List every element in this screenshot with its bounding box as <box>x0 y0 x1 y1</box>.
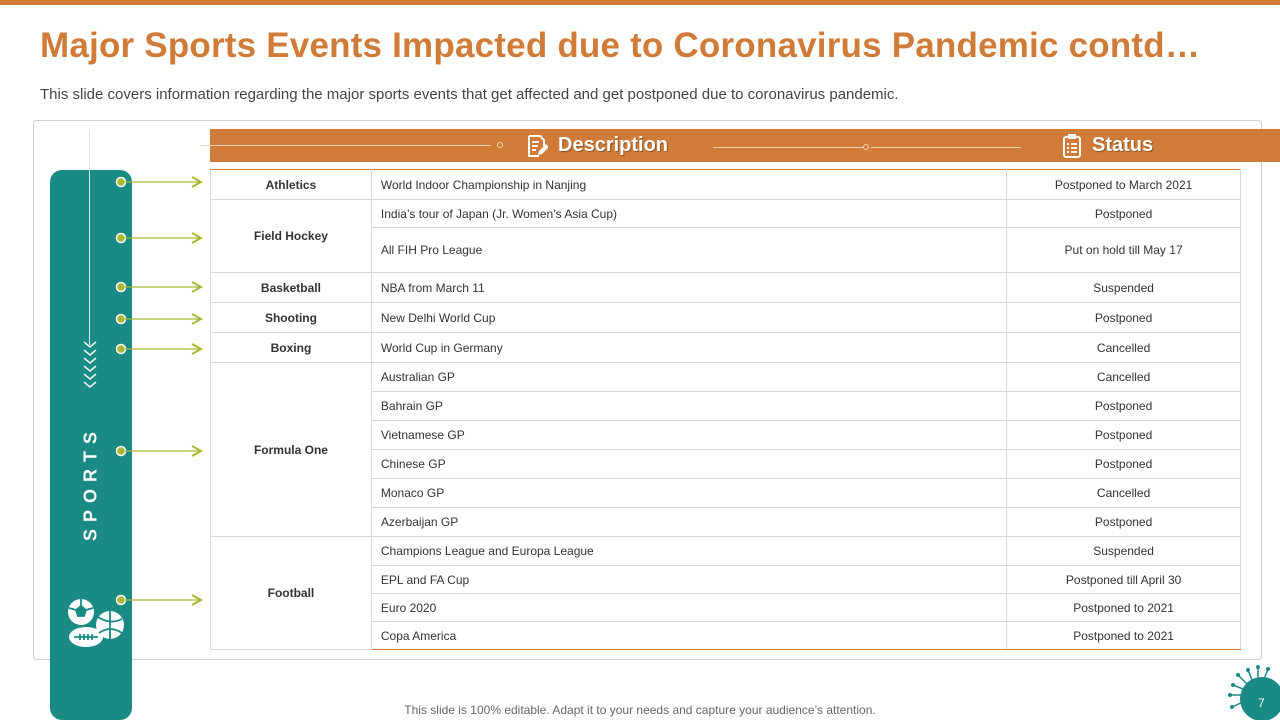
table-header-band <box>210 129 1280 162</box>
arrow-athletics <box>115 175 207 189</box>
header-dot-left <box>497 142 503 148</box>
arrow-field-hockey <box>115 231 207 245</box>
arrow-shooting <box>115 312 207 326</box>
footer-note: This slide is 100% editable. Adapt it to your needs and capture your audience’s attention. <box>404 703 876 717</box>
header-dot-mid <box>863 144 869 150</box>
status-cell: Postponed till April 30 <box>1007 566 1241 594</box>
arrow-basketball <box>115 280 207 294</box>
events-table <box>210 169 1241 650</box>
page-number: 7 <box>1258 696 1265 710</box>
sports-side-label: SPORTS <box>80 424 101 542</box>
status-cell: Postponed to 2021 <box>1007 594 1241 622</box>
table-row <box>211 170 1241 200</box>
description-cell: Vietnamese GP <box>371 421 1006 450</box>
status-cell: Postponed to March 2021 <box>1007 170 1241 200</box>
description-cell: Euro 2020 <box>371 594 1006 622</box>
description-cell: Copa America <box>371 622 1006 650</box>
header-line-left <box>201 145 491 146</box>
table-row <box>211 333 1241 363</box>
edit-document-icon <box>526 134 548 158</box>
status-cell: Postponed <box>1007 421 1241 450</box>
table-row <box>211 200 1241 228</box>
status-cell: Postponed <box>1007 200 1241 228</box>
table-row <box>211 273 1241 303</box>
arrow-boxing <box>115 342 207 356</box>
description-cell: Australian GP <box>371 363 1006 392</box>
sport-cell: Athletics <box>211 170 372 200</box>
description-cell: World Indoor Championship in Nanjing <box>371 170 1006 200</box>
table-row <box>211 303 1241 333</box>
virus-corner-icon <box>1228 665 1280 720</box>
status-cell: Suspended <box>1007 273 1241 303</box>
page-title: Major Sports Events Impacted due to Coronavirus Pandemic contd… <box>40 26 1201 65</box>
status-cell: Postponed <box>1007 303 1241 333</box>
clipboard-list-icon <box>1062 133 1082 159</box>
arrow-football <box>115 593 207 607</box>
status-cell: Suspended <box>1007 537 1241 566</box>
sport-cell: Field Hockey <box>211 200 372 273</box>
status-cell: Cancelled <box>1007 363 1241 392</box>
description-cell: Azerbaijan GP <box>371 508 1006 537</box>
panel-divider-line <box>89 130 90 345</box>
description-cell: All FIH Pro League <box>371 228 1006 273</box>
sport-cell: Boxing <box>211 333 372 363</box>
status-header <box>1062 129 1153 162</box>
status-cell: Postponed <box>1007 450 1241 479</box>
description-cell: New Delhi World Cup <box>371 303 1006 333</box>
sport-cell: Football <box>211 537 372 650</box>
status-cell: Postponed to 2021 <box>1007 622 1241 650</box>
header-line-right <box>871 147 1021 148</box>
description-header <box>526 129 668 162</box>
description-cell: World Cup in Germany <box>371 333 1006 363</box>
chevrons-down-icon <box>80 340 100 392</box>
description-cell: Chinese GP <box>371 450 1006 479</box>
status-cell: Postponed <box>1007 508 1241 537</box>
header-line-mid <box>713 147 863 148</box>
description-cell: India’s tour of Japan (Jr. Women’s Asia Cup) <box>371 200 1006 228</box>
table-row <box>211 363 1241 392</box>
description-cell: Bahrain GP <box>371 392 1006 421</box>
description-cell: NBA from March 11 <box>371 273 1006 303</box>
sport-cell: Formula One <box>211 363 372 537</box>
status-cell: Cancelled <box>1007 333 1241 363</box>
sport-cell: Basketball <box>211 273 372 303</box>
description-header-label: Description <box>558 134 669 156</box>
status-cell: Put on hold till May 17 <box>1007 228 1241 273</box>
description-cell: Champions League and Europa League <box>371 537 1006 566</box>
description-cell: EPL and FA Cup <box>371 566 1006 594</box>
page-subtitle: This slide covers information regarding the major sports events that get affected and get postponed due to coronavirus pandemic. <box>40 86 899 103</box>
arrow-formula-one <box>115 444 207 458</box>
status-cell: Cancelled <box>1007 479 1241 508</box>
top-accent-bar <box>0 0 1280 5</box>
sport-cell: Shooting <box>211 303 372 333</box>
status-cell: Postponed <box>1007 392 1241 421</box>
table-row <box>211 537 1241 566</box>
status-header-label: Status <box>1092 134 1154 156</box>
description-cell: Monaco GP <box>371 479 1006 508</box>
